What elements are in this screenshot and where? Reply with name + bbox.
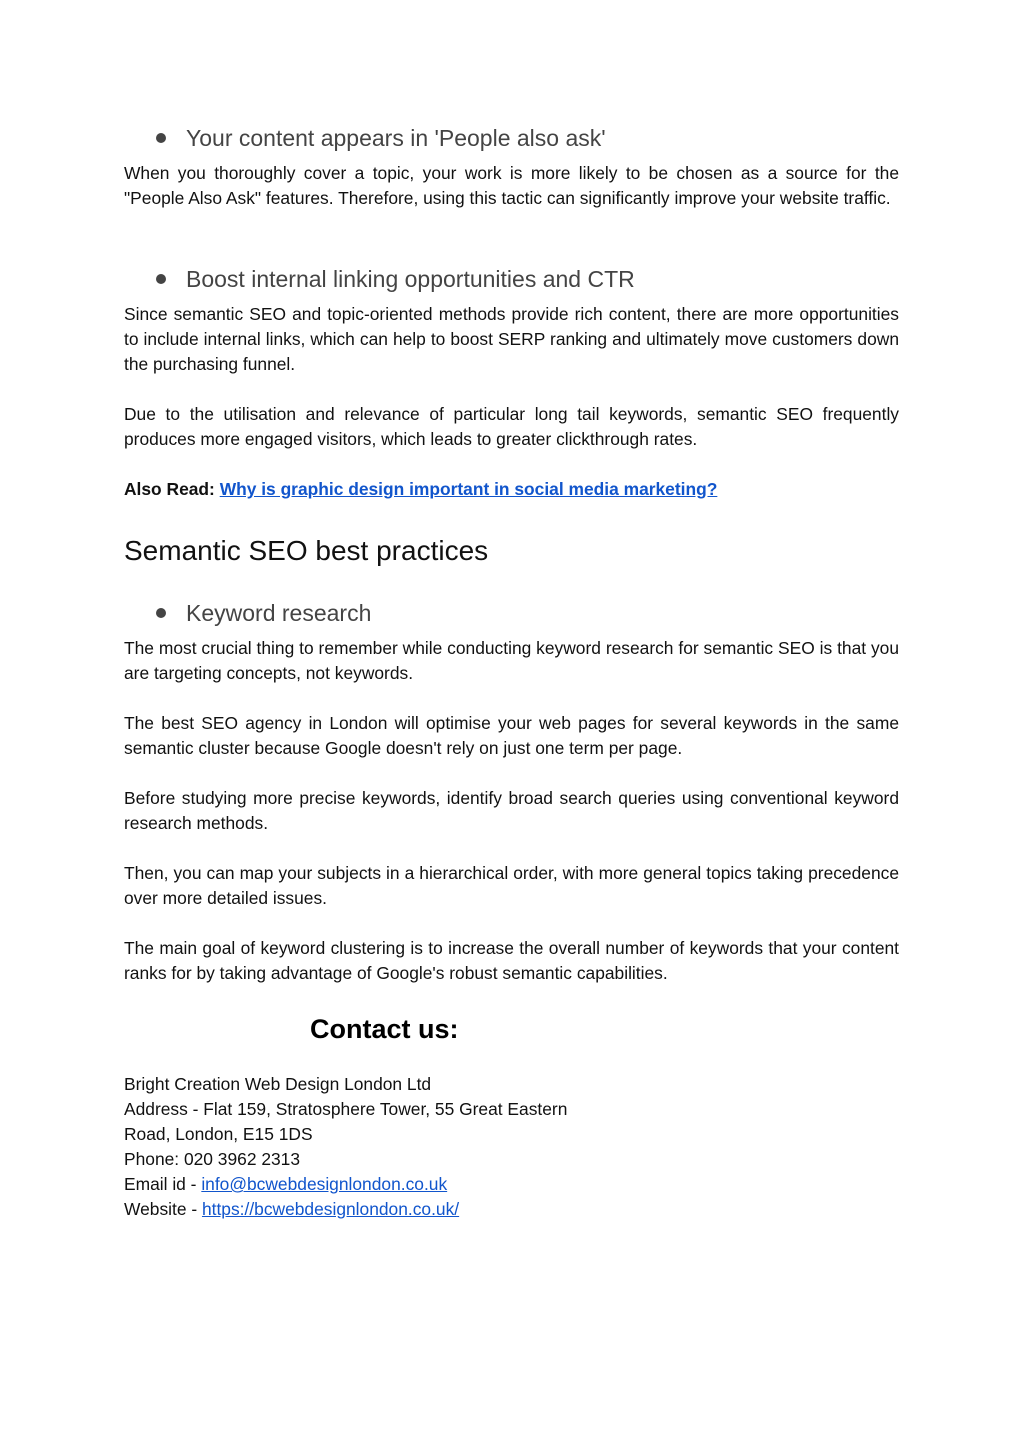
internal-linking-heading <box>156 265 635 293</box>
keyword-research-paragraph-2: The best SEO agency in London will optimise your web pages for several keywords in the same semantic cluster because Google doesn't rely on just one term per page. <box>124 713 899 758</box>
keyword-research-paragraph-4: Then, you can map your subjects in a hierarchical order, with more general topics taking precedence over more detailed issues. <box>124 863 899 908</box>
internal-linking-heading-text: Boost internal linking opportunities and CTR <box>186 266 635 292</box>
keyword-research-heading <box>156 599 371 627</box>
contact-website-link[interactable]: https://bcwebdesignlondon.co.uk/ <box>201 1199 460 1219</box>
internal-linking-paragraph-2: Due to the utilisation and relevance of particular long tail keywords, semantic SEO frequently produces more engaged visitors, which leads to greater clickthrough rates. <box>124 404 899 449</box>
people-also-ask-heading-text: Your content appears in 'People also ask' <box>186 125 606 151</box>
keyword-research-heading-text: Keyword research <box>186 600 372 626</box>
contact-phone: Phone: 020 3962 2313 <box>124 1149 301 1169</box>
contact-title: Contact us: <box>310 1014 459 1044</box>
contact-email-label: Email id - <box>124 1174 202 1194</box>
bullet-icon <box>156 274 166 284</box>
contact-website-label: Website - <box>124 1199 202 1219</box>
keyword-research-paragraph-1: The most crucial thing to remember while conducting keyword research for semantic SEO is that you are targeting concepts, not keywords. <box>124 638 899 683</box>
also-read <box>124 477 717 502</box>
people-also-ask-paragraph: When you thoroughly cover a topic, your work is more likely to be chosen as a source for the "People Also Ask" features. Therefore, using this tactic can significantly improve your website traffic. <box>124 163 899 208</box>
contact-website-row <box>124 1197 567 1222</box>
keyword-research-paragraph-5: The main goal of keyword clustering is to increase the overall number of keywords that your content ranks for by taking advantage of Google's robust semantic capabilities. <box>124 938 899 983</box>
bullet-icon <box>156 608 166 618</box>
contact-address-line-1: Address - Flat 159, Stratosphere Tower, 55 Great Eastern <box>124 1099 568 1119</box>
internal-linking-paragraph-1: Since semantic SEO and topic-oriented methods provide rich content, there are more opportunities to include internal links, which can help to boost SERP ranking and ultimately move customers down the purchasing funnel. <box>124 304 899 374</box>
also-read-link[interactable]: Why is graphic design important in social media marketing? <box>219 479 718 499</box>
contact-email-link[interactable]: info@bcwebdesignlondon.co.uk <box>201 1174 448 1194</box>
people-also-ask-heading <box>156 124 606 152</box>
bullet-icon <box>156 133 166 143</box>
best-practices-title: Semantic SEO best practices <box>124 535 489 566</box>
also-read-label: Also Read: <box>124 479 215 499</box>
keyword-research-paragraph-3: Before studying more precise keywords, identify broad search queries using conventional keyword research methods. <box>124 788 899 833</box>
contact-details <box>124 1072 567 1222</box>
contact-company: Bright Creation Web Design London Ltd <box>124 1074 432 1094</box>
contact-email-row <box>124 1172 567 1197</box>
contact-address-line-2: Road, London, E15 1DS <box>124 1124 313 1144</box>
